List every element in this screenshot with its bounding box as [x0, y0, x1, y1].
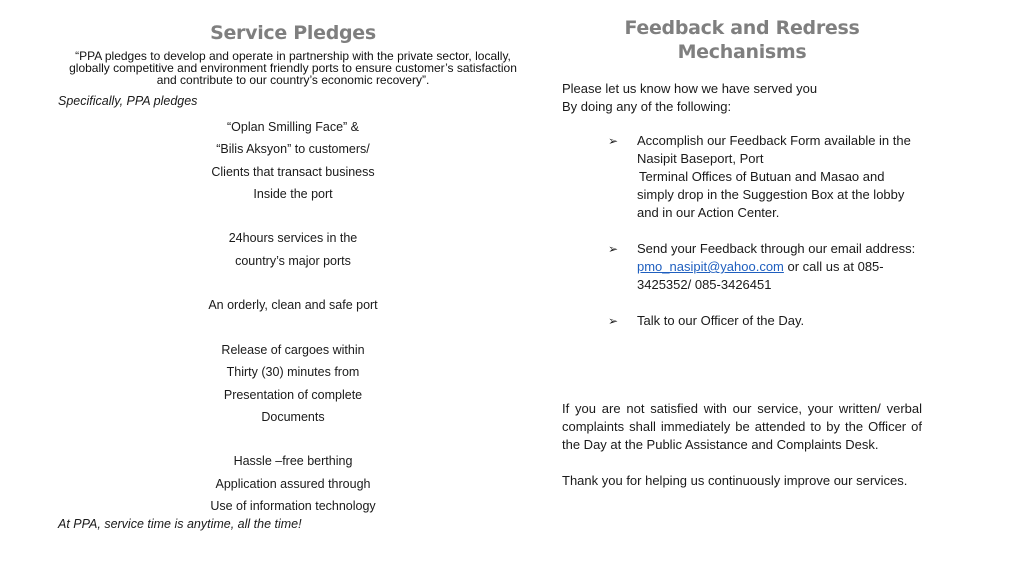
pledge-group	[58, 227, 528, 272]
ppa-pledge-statement: “PPA pledges to develop and operate in partnership with the private sector, locally, globally competitive and environment friendly ports to ensure customer’s satisfaction and contribute to our country’s economic recovery”.	[69, 49, 517, 87]
feedback-intro-line1: Please let us know how we have served you	[562, 81, 818, 96]
arrow-bullet-icon: ➢	[608, 242, 619, 256]
pledge-line: Use of information technology	[210, 499, 376, 514]
email-link[interactable]: pmo_nasipit@yahoo.com	[637, 259, 784, 274]
pledge-group	[58, 450, 528, 517]
feedback-title-line1: Feedback and Redress	[624, 17, 860, 39]
officer-of-day-text: Talk to our Officer of the Day.	[637, 313, 805, 328]
service-pledges-title: Service Pledges	[210, 22, 376, 44]
thanks-paragraph: Thank you for helping us continuously improve our services.	[562, 473, 908, 488]
list-item	[562, 132, 922, 222]
feedback-intro-line2: By doing any of the following:	[562, 99, 732, 114]
email-text: Send your Feedback through our email address:	[637, 241, 916, 256]
pledge-list	[58, 116, 528, 517]
service-pledges-column	[58, 22, 528, 531]
pledge-line: Clients that transact business	[211, 164, 375, 179]
closing-statement: At PPA, service time is anytime, all the time!	[58, 517, 302, 532]
pledge-line: country’s major ports	[235, 253, 351, 268]
feedback-column	[562, 16, 922, 490]
specifically-label: Specifically, PPA pledges	[58, 94, 198, 108]
pledge-line: Hassle –free berthing	[233, 454, 353, 469]
feedback-form-text: Accomplish our Feedback Form available in the Nasipit Baseport, Port	[637, 133, 911, 166]
feedback-intro	[562, 80, 922, 116]
pledge-line: Application assured through	[215, 476, 371, 491]
list-item	[562, 312, 922, 330]
complaint-paragraph: If you are not satisfied with our service, your written/ verbal complaints shall immediately be attended to by the Officer of the Day at the Public Assistance and Complaints Desk.	[562, 401, 922, 452]
pledge-line: An orderly, clean and safe port	[208, 298, 378, 313]
feedback-options-list	[562, 132, 922, 330]
pledge-line: Documents	[261, 409, 325, 424]
feedback-title	[562, 16, 922, 64]
feedback-title-line2: Mechanisms	[677, 41, 807, 63]
pledge-line: Presentation of complete	[223, 387, 363, 402]
pledge-group	[58, 294, 528, 316]
phone-text: or call us at 085-3425352/ 085-3426451	[637, 259, 884, 292]
pledge-line: Thirty (30) minutes from	[226, 365, 360, 380]
pledge-line: Inside the port	[253, 186, 333, 201]
pledge-line: Release of cargoes within	[221, 342, 365, 357]
pledge-group	[58, 339, 528, 428]
list-item	[562, 240, 922, 294]
arrow-bullet-icon: ➢	[608, 314, 619, 328]
pledge-group	[58, 116, 528, 205]
arrow-bullet-icon: ➢	[608, 134, 619, 148]
pledge-line: “Bilis Aksyon” to customers/	[216, 142, 370, 157]
pledge-line: 24hours services in the	[228, 231, 358, 246]
pledge-line: “Oplan Smilling Face” &	[227, 120, 359, 134]
feedback-form-text-cont: Terminal Offices of Butuan and Masao and simply drop in the Suggestion Box at the lobby and in our Action Center.	[637, 169, 905, 220]
